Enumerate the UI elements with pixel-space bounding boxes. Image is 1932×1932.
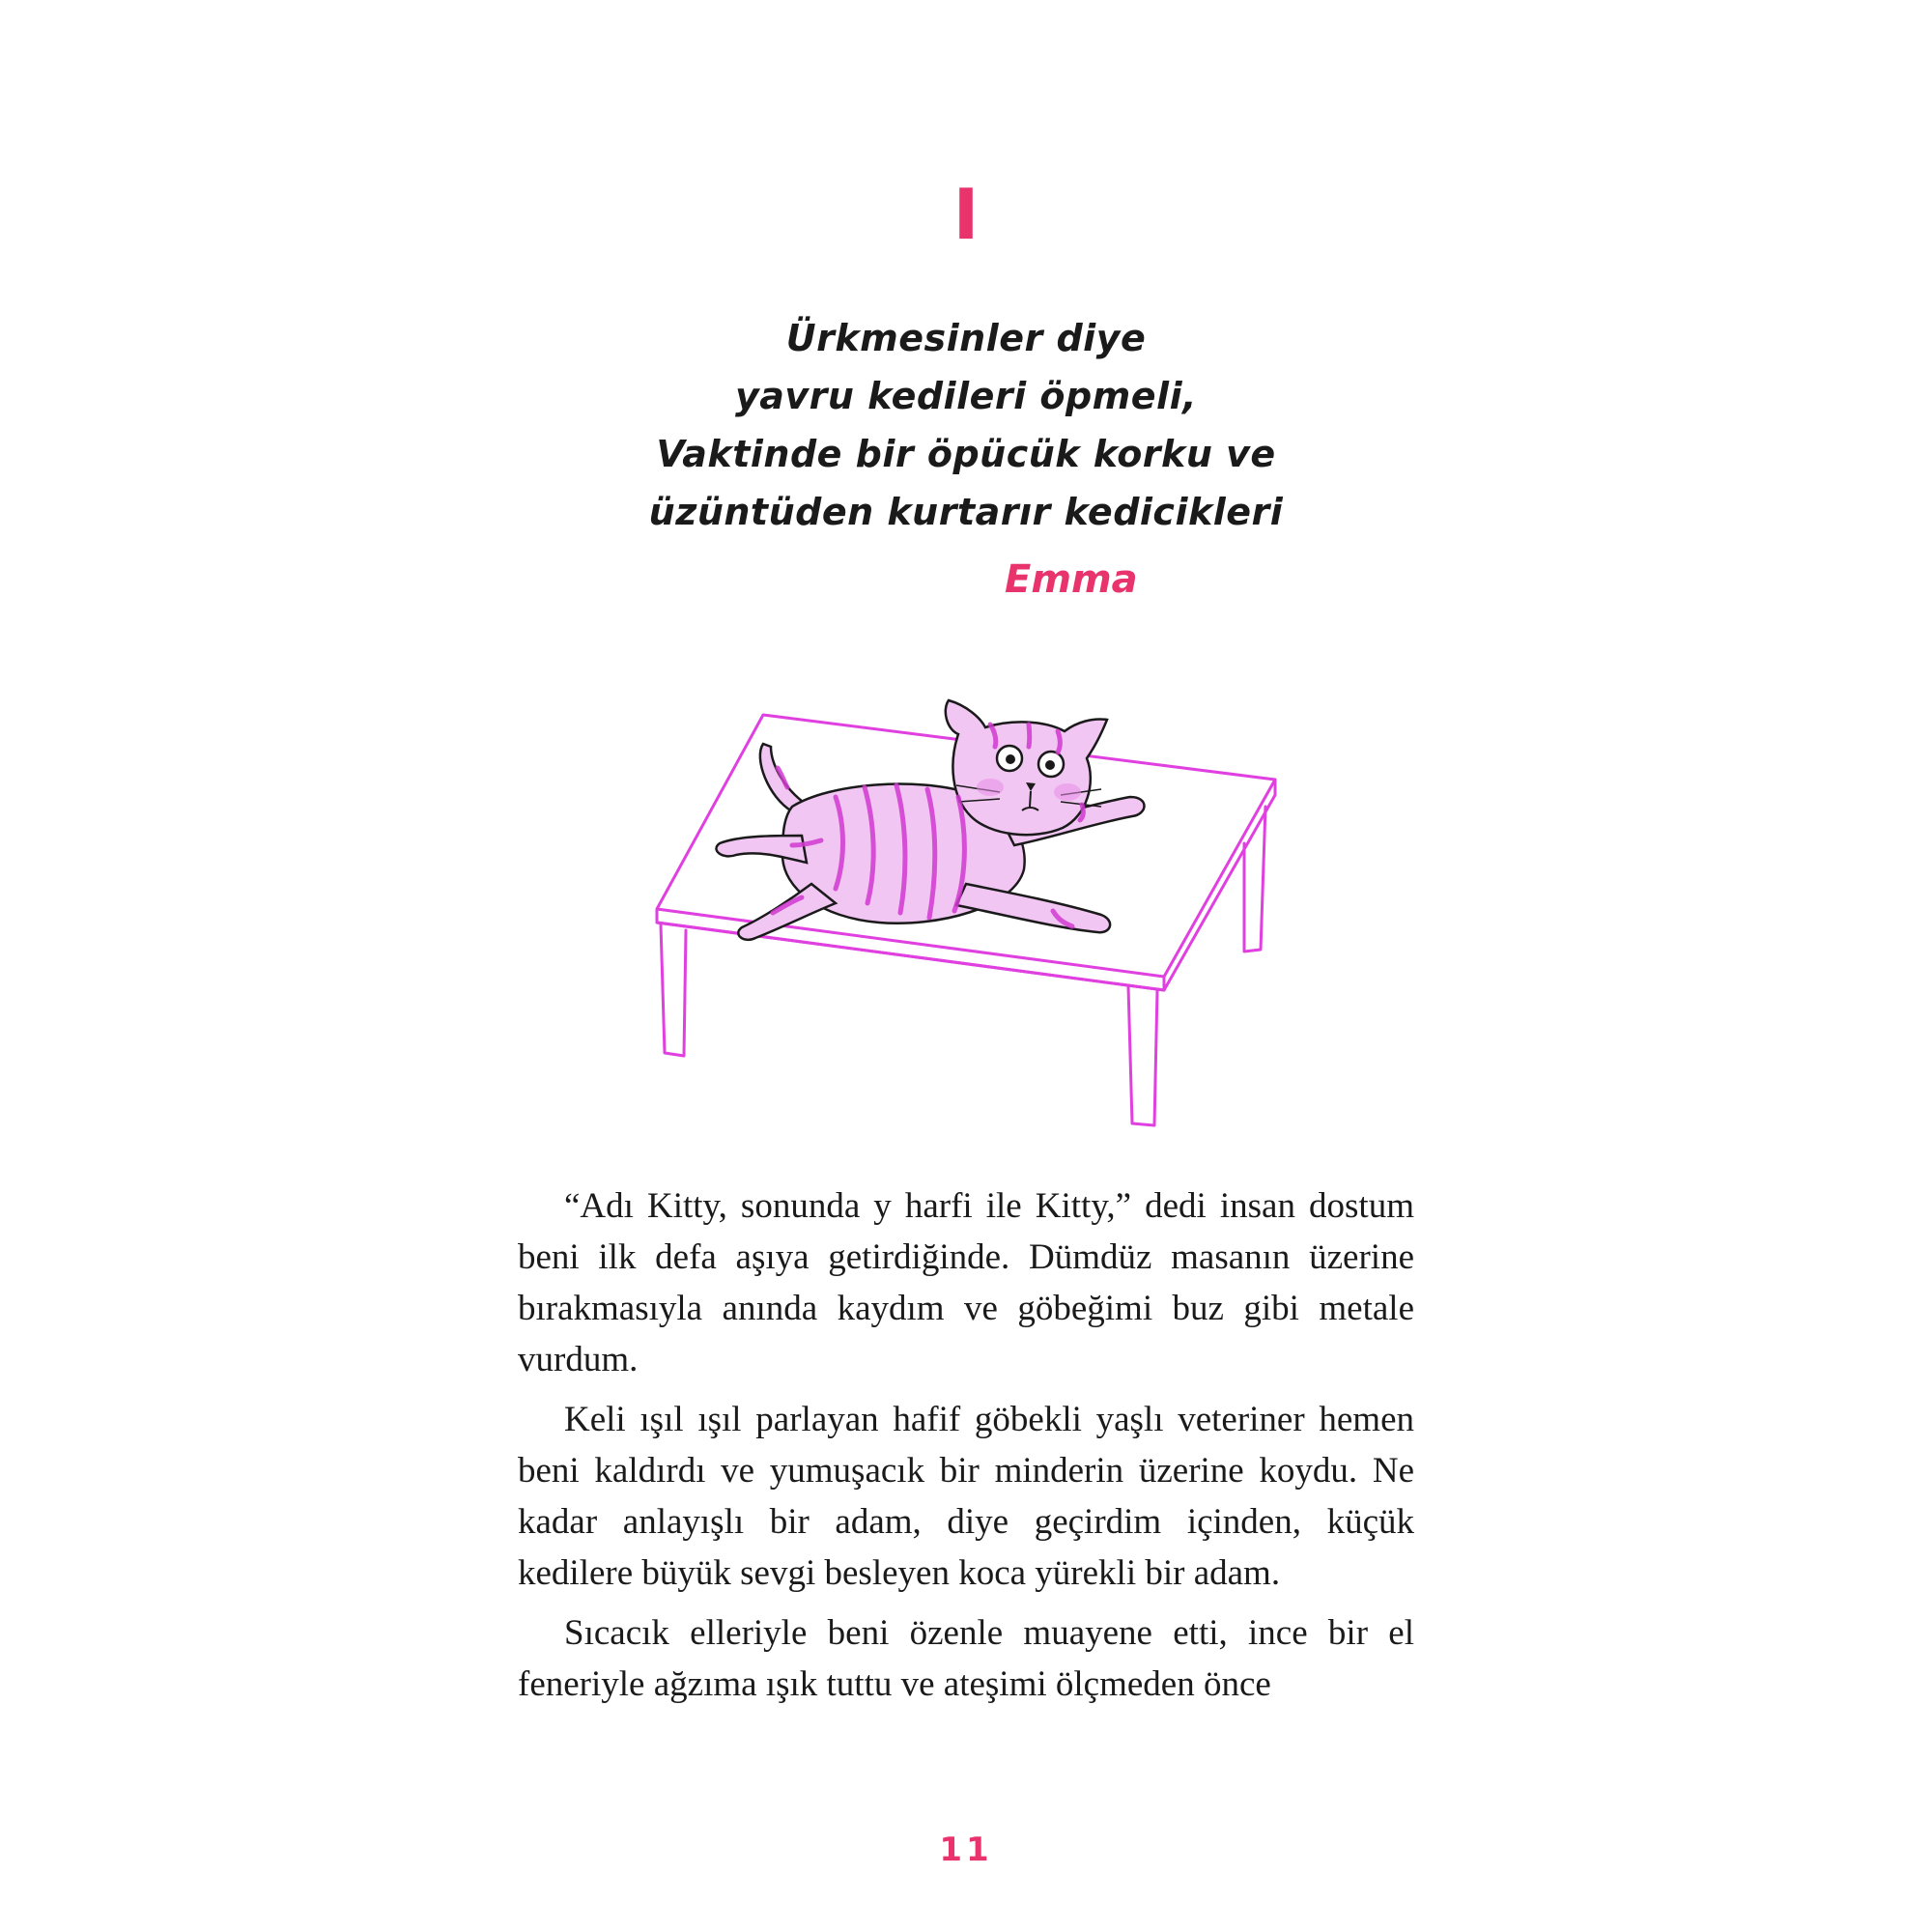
epigraph-line: Vaktinde bir öpücük korku ve: [656, 433, 1276, 475]
paragraph: “Adı Kitty, sonunda y harfi ile Kitty,” dedi insan dostum beni ilk defa aşıya getirdiğinde. Dümdüz masanın üzerine bırakmasıyla anında kaydım ve göbeğimi buz gibi metale vurdum.: [518, 1186, 1414, 1379]
page-number: 11: [939, 1831, 993, 1869]
cat-on-table-illustration: [647, 691, 1285, 1135]
epigraph-line: yavru kedileri öpmeli,: [734, 375, 1198, 417]
epigraph-line: Ürkmesinler diye: [785, 317, 1147, 359]
epigraph: [580, 309, 1352, 541]
epigraph-line: üzüntüden kurtarır kedicikleri: [648, 491, 1284, 533]
chapter-number: I: [952, 174, 980, 255]
epigraph-author: Emma: [1005, 557, 1138, 602]
paragraph: Sıcacık elleriyle beni özenle muayene etti, ince bir el feneriyle ağzıma ışık tuttu ve ateşimi ölçmeden önce: [518, 1613, 1414, 1704]
body-text: [518, 1180, 1414, 1719]
paragraph: Keli ışıl ışıl parlayan hafif göbekli yaşlı veteriner hemen beni kaldırdı ve yumuşacık bir minderin üzerine koydu. Ne kadar anlayışlı bir adam, diye geçirdim içinden, küçük kedilere büyük sevgi besleyen koca yürekli bir adam.: [518, 1400, 1414, 1593]
